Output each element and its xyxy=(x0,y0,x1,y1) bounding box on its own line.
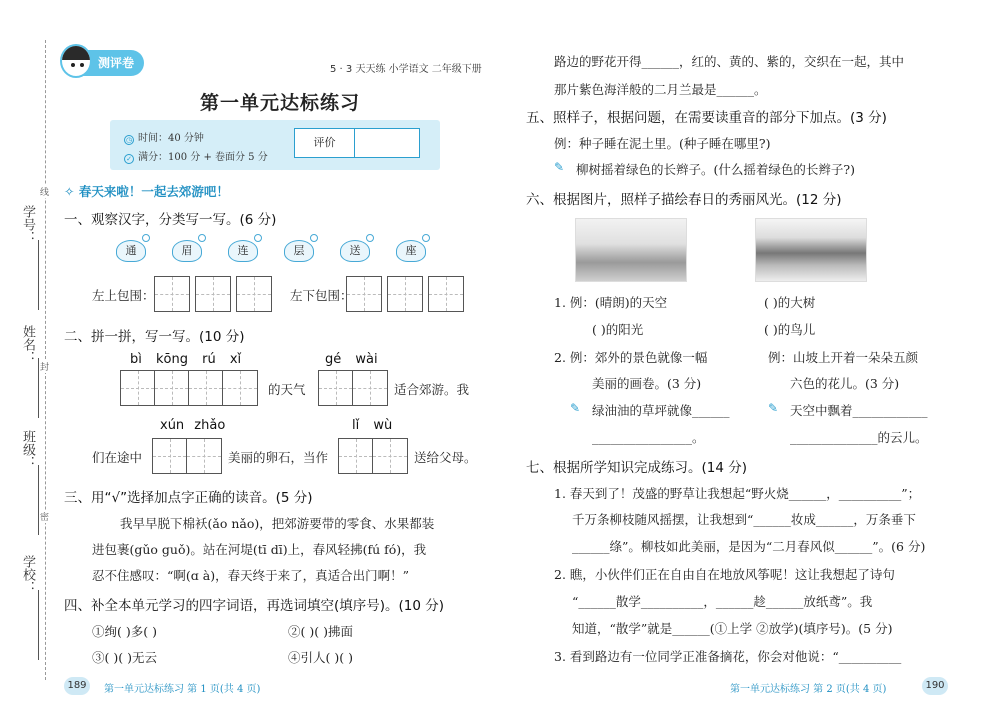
binding-margin xyxy=(0,0,62,719)
writing-grid-2[interactable] xyxy=(318,370,388,406)
tianzige-box[interactable] xyxy=(195,276,231,312)
q2-text-2: 适合郊游。我 xyxy=(394,382,470,397)
q7-c7: 3. 看到路边有一位同学正准备摘花，你会对他说：“__________ xyxy=(554,649,902,664)
q5-task: 柳树摇着绿色的长辫子。(什么摇着绿色的长辫子?) xyxy=(576,162,855,177)
tianzige-box[interactable] xyxy=(236,276,272,312)
r-line-1: 路边的野花开得______，红的、黄的、紫的，交织在一起，其中 xyxy=(554,54,905,69)
char-card: 送 xyxy=(340,240,374,264)
tree-picture xyxy=(755,218,867,282)
tianzige-box[interactable] xyxy=(387,276,423,312)
sky-picture xyxy=(575,218,687,282)
q2-heading: 二、拼一拼，写一写。(10 分) xyxy=(64,329,245,345)
writing-grid-4[interactable] xyxy=(120,370,258,406)
class-line xyxy=(38,465,39,535)
cut-mark-seal: 封 xyxy=(40,360,49,373)
test-badge: 测评卷 xyxy=(64,50,144,76)
theme-banner xyxy=(64,182,229,200)
q7-c3: ______绦”。柳枝如此美丽，是因为“二月春风似______”。(6 分) xyxy=(572,539,926,554)
school-line xyxy=(38,590,39,660)
eval-field[interactable] xyxy=(355,129,419,157)
score-row xyxy=(124,148,268,164)
q2-text-1: 的天气 xyxy=(268,382,306,397)
q6-heading: 六、根据图片，照样子描绘春日的秀丽风光。(12 分) xyxy=(526,192,842,208)
footer-left: 第一单元达标练习 第 1 页(共 4 页) xyxy=(104,684,261,695)
q5-heading: 五、照样子，根据问题，在需要读重音的部分下加点。(3 分) xyxy=(526,110,887,126)
writing-grid-2[interactable] xyxy=(338,438,408,474)
q6-a2[interactable]: ( )的大树 xyxy=(764,295,816,310)
q7-c1: 1. 春天到了！茂盛的野草让我想起“野火烧______，__________”； xyxy=(554,486,921,501)
q4-heading: 四、补全本单元学习的四字词语，再选词填空(填序号)。(10 分) xyxy=(64,598,445,614)
clock-icon: ◷ xyxy=(125,136,133,144)
char-card: 眉 xyxy=(172,240,206,264)
pencil-icon: ✎ xyxy=(554,160,565,174)
theme-text: 春天来啦！一起去郊游吧！ xyxy=(78,184,229,199)
char-card: 通 xyxy=(116,240,150,264)
char-card: 层 xyxy=(284,240,318,264)
q4-item-4[interactable]: ④引人( )( ) xyxy=(288,650,353,665)
q7-c2: 千万条柳枝随风摇摆，让我想到“______妆成______，万条垂下 xyxy=(572,512,916,527)
q3-line-3: 忍不住感叹：“啊(ɑ à)，春天终于来了，真适合出门啊！” xyxy=(92,568,409,583)
name-label: 姓名： xyxy=(20,325,35,364)
q6-b4: 六色的花儿。(3 分) xyxy=(790,376,900,391)
footer-right: 第一单元达标练习 第 2 页(共 4 页) xyxy=(730,684,887,695)
q7-c6: 知道，“散学”就是______(①上学 ②放学)(填序号)。(5 分) xyxy=(572,621,893,636)
r-line-2: 那片紫色海洋般的二月兰最是______。 xyxy=(554,82,767,97)
q1-label-a: 左上包围： xyxy=(92,288,155,303)
tianzige-box[interactable] xyxy=(346,276,382,312)
page-number-right: 190 xyxy=(922,677,948,695)
writing-grid-2[interactable] xyxy=(152,438,222,474)
char-card: 座 xyxy=(396,240,430,264)
page-number-left: 189 xyxy=(64,677,90,695)
cut-mark-secret: 密 xyxy=(40,510,49,523)
eval-label: 评价 xyxy=(295,129,355,157)
q5-example: 例：种子睡在泥土里。(种子睡在哪里?) xyxy=(554,136,771,151)
q6-a1: 1. 例：(晴朗)的天空 xyxy=(554,295,668,310)
school-label: 学校： xyxy=(20,555,35,594)
q2-text-5: 送给父母。 xyxy=(414,450,477,465)
tianzige-box[interactable] xyxy=(428,276,464,312)
q4-item-2[interactable]: ②( )( )拂面 xyxy=(288,624,353,639)
q6-b5[interactable]: 绿油油的草坪就像______ xyxy=(592,403,730,418)
q6-b8[interactable]: ______________的云儿。 xyxy=(790,430,928,445)
q4-item-3[interactable]: ③( )( )无云 xyxy=(92,650,157,665)
book-header: 5 · 3 天天练 小学语文 二年级下册 xyxy=(330,64,482,75)
eval-box xyxy=(294,128,420,158)
q7-c5: “______散学__________，______趁______放纸鸢”。我 xyxy=(572,594,873,609)
q4-item-1[interactable]: ①绚( )多( ) xyxy=(92,624,157,639)
q3-line-2: 进包裹(gǔo guǒ)。站在河堤(tī dī)上，春风轻拂(fú fó)，我 xyxy=(92,542,427,557)
q1-heading: 一、观察汉字，分类写一写。(6 分) xyxy=(64,212,277,228)
time-row xyxy=(124,129,204,145)
pinyin-3: xún zhǎo xyxy=(160,418,226,433)
sparkle-icon: ✧ xyxy=(64,184,79,199)
cut-mark-line: 线 xyxy=(40,185,49,198)
pinyin-4: lǐ wù xyxy=(352,418,393,433)
q7-c4: 2. 瞧，小伙伴们正在自由自在地放风筝呢！这让我想起了诗句 xyxy=(554,567,895,582)
q3-line-1: 我早早脱下棉袄(ǎo nǎo)，把郊游要带的零食、水果都装 xyxy=(120,516,435,531)
student-no-line xyxy=(38,240,39,310)
student-no-label: 学号： xyxy=(20,205,35,244)
info-box xyxy=(110,120,440,170)
q3-heading: 三、用“√”选择加点字正确的读音。(5 分) xyxy=(64,490,313,506)
q2-text-3: 们在途中 xyxy=(92,450,143,465)
q2-text-4: 美丽的卵石，当作 xyxy=(228,450,329,465)
pencil-icon: ✎ xyxy=(570,401,581,415)
pencil-icon: ✎ xyxy=(768,401,779,415)
class-label: 班级： xyxy=(20,430,35,469)
q7-heading: 七、根据所学知识完成练习。(14 分) xyxy=(526,460,748,476)
name-line xyxy=(38,358,39,418)
tianzige-box[interactable] xyxy=(154,276,190,312)
q1-label-b: 左下包围： xyxy=(290,288,353,303)
q6-b1: 2. 例：郊外的景色就像一幅 xyxy=(554,350,708,365)
mascot-icon xyxy=(60,44,92,78)
time-text: 时间：40 分钟 xyxy=(138,133,204,144)
q6-b2: 美丽的画卷。(3 分) xyxy=(592,376,702,391)
score-text: 满分：100 分 + 卷面分 5 分 xyxy=(138,152,268,163)
q6-a4[interactable]: ( )的鸟儿 xyxy=(764,322,816,337)
check-icon: ✓ xyxy=(124,154,134,164)
q6-b7[interactable]: 天空中飘着____________ xyxy=(790,403,928,418)
page-title: 第一单元达标练习 xyxy=(200,92,361,114)
char-card: 连 xyxy=(228,240,262,264)
pinyin-2: gé wài xyxy=(325,352,378,367)
pinyin-1: bì kōng rú xǐ xyxy=(130,352,242,367)
q6-b3: 例：山坡上开着一朵朵五颜 xyxy=(768,350,919,365)
q6-a3[interactable]: ( )的阳光 xyxy=(592,322,644,337)
q6-b6[interactable]: ________________。 xyxy=(592,430,705,445)
